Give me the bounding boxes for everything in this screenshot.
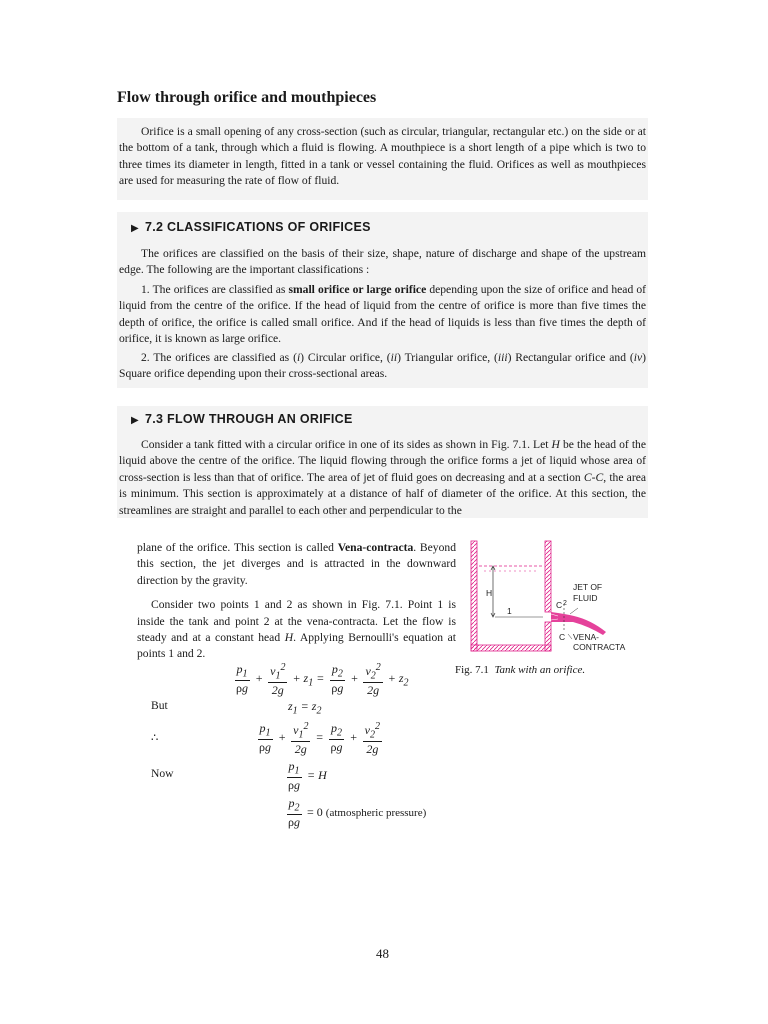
p1-text-a: Consider a tank fitted with a circular orifice in one of its sides as shown in Fig. 7.1. Let	[141, 438, 552, 451]
heading-text: 7.2 CLASSIFICATIONS OF ORIFICES	[145, 220, 371, 234]
item2-text-b: ) Circular orifice, (	[300, 351, 391, 364]
tank-orifice-figure	[466, 538, 646, 658]
item2-text-e: ) Square orifice depending upon their cross-sectional areas.	[119, 351, 647, 381]
classification-item-1	[119, 282, 646, 348]
atmospheric-note: (atmospheric pressure)	[325, 806, 427, 819]
jet-label-line1: JET OF	[573, 582, 603, 592]
orifice-flow-paragraph	[119, 437, 646, 519]
figure-number: Fig. 7.1	[455, 664, 489, 676]
item1-text-rest: depending upon the size of orifice and head of liquid from the centre of the orifice. If the head of liquid from the centre of orifice is more than five times the depth of orifice, the orifice is called small orifice. And if the head of liquids is less than five times the depth of orifice, it is known as large orifice.	[119, 283, 646, 346]
item2-roman-iii: iii	[497, 351, 508, 364]
p1-text-b: be the head of the liquid above the centre of the orifice. The liquid flowing through the orifice forms a jet of liquid whose area of cross-section is less than that of orifice. The area of jet of fluid goes on decreasing and at a section	[119, 438, 646, 484]
bernoulli-equation: $\frac{p_1}{\rho g}$ + $\frac{v_1^2}{2g}$ + $z_1$ = $\frac{p_2}{\rho g}$ + $\frac{v_2^2}{2g}$ + $z_2$	[236, 662, 409, 698]
p1-section-CC: C-C	[583, 470, 604, 484]
atmospheric-equation: $\frac{p_2}{\rho g}$ = 0 (atmospheric pressure)	[288, 796, 427, 830]
head-equation: $\frac{p_1}{\rho g}$ = H	[288, 759, 327, 793]
but-label: But	[151, 699, 168, 712]
classification-intro: The orifices are classified on the basis of their size, shape, nature of discharge and shape of the upstream edge. The following are the important classifications :	[119, 247, 646, 277]
point-1-label: 1	[507, 606, 512, 616]
section-C-bottom: C	[559, 632, 566, 642]
page-number: 48	[376, 946, 389, 961]
p3-var-H: H	[284, 631, 294, 645]
item2-roman-ii: ii	[390, 351, 398, 364]
p2-bold: Vena-contracta	[337, 541, 414, 554]
lower-text-block	[137, 540, 456, 663]
figure-caption	[455, 664, 585, 676]
section-C-top: C	[556, 600, 563, 610]
jet-label-line2: FLUID	[573, 593, 598, 603]
p3-text-b: . Applying Bernoulli's equation at points 1 and 2.	[137, 631, 456, 661]
item2-text-c: ) Triangular orifice, (	[397, 351, 498, 364]
classification-item-2	[119, 350, 646, 383]
now-label: Now	[151, 767, 174, 780]
item2-text-d: ) Rectangular orifice and (	[507, 351, 634, 364]
head-label: H	[486, 588, 493, 598]
item1-text: 1. The orifices are classified as	[141, 283, 289, 296]
p2-text-b: . Beyond this section, the jet diverges and is attracted in the downward direction by the gravity.	[137, 541, 456, 587]
jet-leader-line	[570, 608, 578, 614]
equal-height-equation: $z_1 = z_2$	[288, 699, 322, 717]
vena-contracta-paragraph	[137, 540, 456, 589]
page-title: Flow through orifice and mouthpieces	[117, 89, 377, 106]
tank-left-wall	[471, 541, 477, 651]
p3-text-a: Consider two points 1 and 2 as shown in Fig. 7.1. Point 1 is inside the tank and point 2 at the vena-contracta. Let the flow is steady and at a constant head	[137, 598, 456, 645]
item2-text-a: 2. The orifices are classified as (	[141, 351, 297, 364]
point-2-label: 2	[563, 600, 567, 607]
intro-paragraph: Orifice is a small opening of any cross-section (such as circular, triangular, rectangular etc.) on the side or at the bottom of a tank, through which a fluid is flowing. A mouthpiece is a short length of a pipe which is two to three times its diameter in length, fitted in a tank or vessel containing the fluid. Orifices as well as mouthpieces are used for measuring the rate of flow of fluid.	[119, 125, 646, 188]
p2-text-a: plane of the orifice. This section is called	[137, 541, 338, 554]
tank-right-wall-upper	[545, 541, 551, 612]
triangle-bullet-icon: ▶	[131, 415, 139, 426]
triangle-bullet-icon: ▶	[131, 223, 139, 234]
section-heading-7-2	[131, 220, 371, 234]
intro-block	[117, 118, 648, 200]
item2-roman-i: i	[296, 351, 301, 364]
section-7-3	[117, 406, 648, 518]
p1-var-H: H	[551, 438, 560, 451]
bernoulli-paragraph	[137, 597, 456, 663]
vena-label-line2: CONTRACTA	[573, 642, 626, 652]
figure-caption-text: Tank with an orifice.	[494, 664, 586, 676]
vena-label-line1: VENA-	[573, 632, 599, 642]
section-7-2	[117, 212, 648, 388]
heading-text: 7.3 FLOW THROUGH AN ORIFICE	[145, 412, 353, 426]
section-heading-7-3	[131, 412, 353, 426]
p1-text-c: , the area is minimum. This section is approximately at a distance of half of diameter of the orifice. At this section, the streamlines are straight and parallel to each other and perpendicular to the	[119, 470, 646, 517]
therefore-symbol: ∴	[151, 731, 159, 744]
vena-leader-line	[568, 634, 572, 639]
reduced-bernoulli-equation: $\frac{p_1}{\rho g}$ + $\frac{v_1^2}{2g}$ = $\frac{p_2}{\rho g}$ + $\frac{v_2^2}{2g}$	[259, 721, 380, 757]
item2-roman-iv: iv	[633, 351, 643, 364]
tank-bottom	[471, 645, 551, 651]
item1-bold: small orifice or large orifice	[288, 283, 427, 296]
